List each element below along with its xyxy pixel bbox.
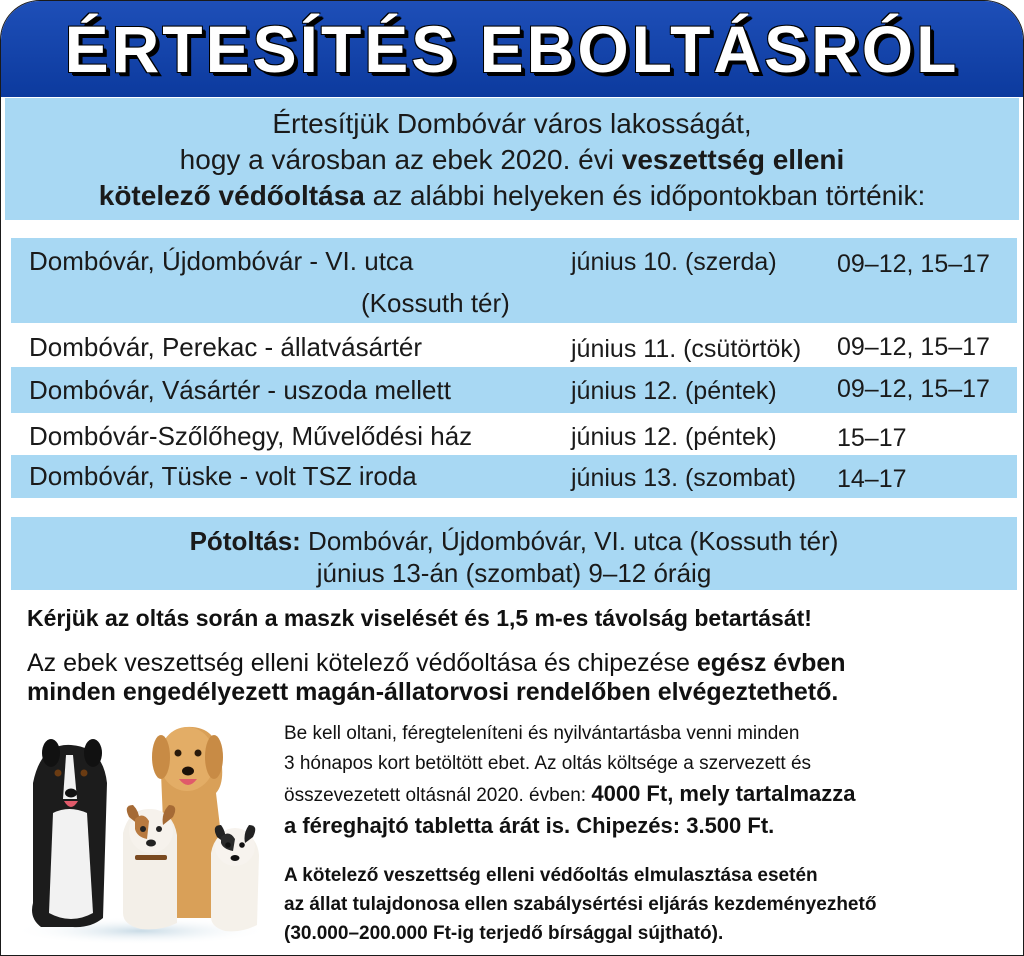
schedule-place: Dombóvár, Újdombóvár - VI. utca (29, 246, 414, 276)
supplement-label: Pótoltás: (189, 526, 301, 556)
schedule-place: Dombóvár, Perekac - állatvásártér (29, 332, 423, 362)
details-line-2: 3 hónapos kort betöltött ebet. Az oltás költsége a szervezett és (284, 753, 812, 774)
dogs-illustration (11, 713, 279, 945)
schedule-place: Dombóvár-Szőlőhegy, Művelődési ház (29, 421, 473, 451)
penalty-line-1: A kötelező veszettség elleni védőoltás elmulasztása esetén (284, 865, 818, 886)
schedule-table (11, 238, 1017, 498)
intro-line-3-text: az alábbi helyeken és időpontokban történik: (364, 180, 926, 211)
schedule-time: 09–12, 15–17 (837, 250, 990, 278)
intro-line-3 (5, 178, 1019, 214)
schedule-date: június 10. (szerda) (571, 248, 777, 276)
schedule-date: június 11. (csütörtök) (571, 335, 802, 363)
schedule-row (11, 367, 1017, 413)
schedule-place-line2: (Kossuth tér) (361, 288, 510, 318)
info-line-1 (27, 649, 846, 678)
supplement-text: Dombóvár, Újdombóvár, VI. utca (Kossuth tér) (300, 526, 839, 556)
vaccination-details (284, 719, 1004, 841)
schedule-place: Dombóvár, Tüske - volt TSZ iroda (29, 461, 417, 491)
penalty-notice (284, 861, 1014, 948)
schedule-date: június 13. (szombat) (571, 464, 797, 492)
details-line-3-text: összevezetett oltásnál 2020. évben: (284, 785, 592, 806)
penalty-line-3: (30.000–200.000 Ft-ig terjedő bírsággal sújtható). (284, 923, 724, 944)
page-title: ÉRTESÍTÉS EBOLTÁSRÓL (64, 12, 960, 86)
supplement-box (11, 517, 1017, 590)
schedule-place: Dombóvár, Vásártér - uszoda mellett (29, 375, 451, 405)
schedule-row (11, 323, 1017, 367)
schedule-time: 15–17 (837, 424, 907, 452)
jack-russell-icon (211, 825, 259, 931)
info-line-1-text: Az ebek veszettség elleni kötelező védőoltása és chipezése (27, 649, 697, 677)
supplement-line-2: június 13-án (szombat) 9–12 óráig (316, 558, 712, 588)
details-line-3 (284, 779, 1004, 811)
title-bar (1, 1, 1023, 97)
schedule-row (11, 455, 1017, 498)
schedule-time: 14–17 (837, 465, 907, 493)
intro-line-2 (5, 142, 1019, 178)
schedule-row (11, 413, 1017, 455)
intro-line-2-text: hogy a városban az ebek 2020. évi (179, 144, 622, 175)
schedule-row (11, 238, 1017, 323)
details-line-1: Be kell oltani, féregteleníteni és nyilvántartásba venni minden (284, 723, 800, 744)
intro-line-1: Értesítjük Dombóvár város lakosságát, (272, 108, 752, 139)
year-round-info (27, 649, 846, 707)
border-collie-icon (32, 739, 107, 927)
info-line-2: minden engedélyezett magán-állatorvosi rendelőben elvégeztethető. (27, 678, 839, 706)
intro-line-3-bold: kötelező védőoltása (98, 180, 365, 211)
mask-notice: Kérjük az oltás során a maszk viselését és 1,5 m-es távolság betartását! (27, 605, 812, 631)
schedule-time: 09–12, 15–17 (837, 333, 990, 361)
supplement-line-1 (11, 525, 1017, 557)
jack-russell-icon (123, 805, 177, 929)
intro-text (5, 98, 1019, 220)
details-line-4: a féreghajtó tabletta árát is. Chipezés: 3.500 Ft. (284, 813, 775, 838)
details-line-3-bold: 4000 Ft, mely tartalmazza (591, 781, 856, 806)
intro-line-2-bold: veszettség elleni (621, 144, 845, 175)
schedule-date: június 12. (péntek) (571, 377, 777, 405)
penalty-line-2: az állat tulajdonosa ellen szabálysértési eljárás kezdeményezhető (284, 894, 877, 915)
schedule-date: június 12. (péntek) (571, 423, 777, 451)
schedule-time: 09–12, 15–17 (837, 375, 990, 403)
info-line-1-bold: egész évben (696, 649, 846, 677)
